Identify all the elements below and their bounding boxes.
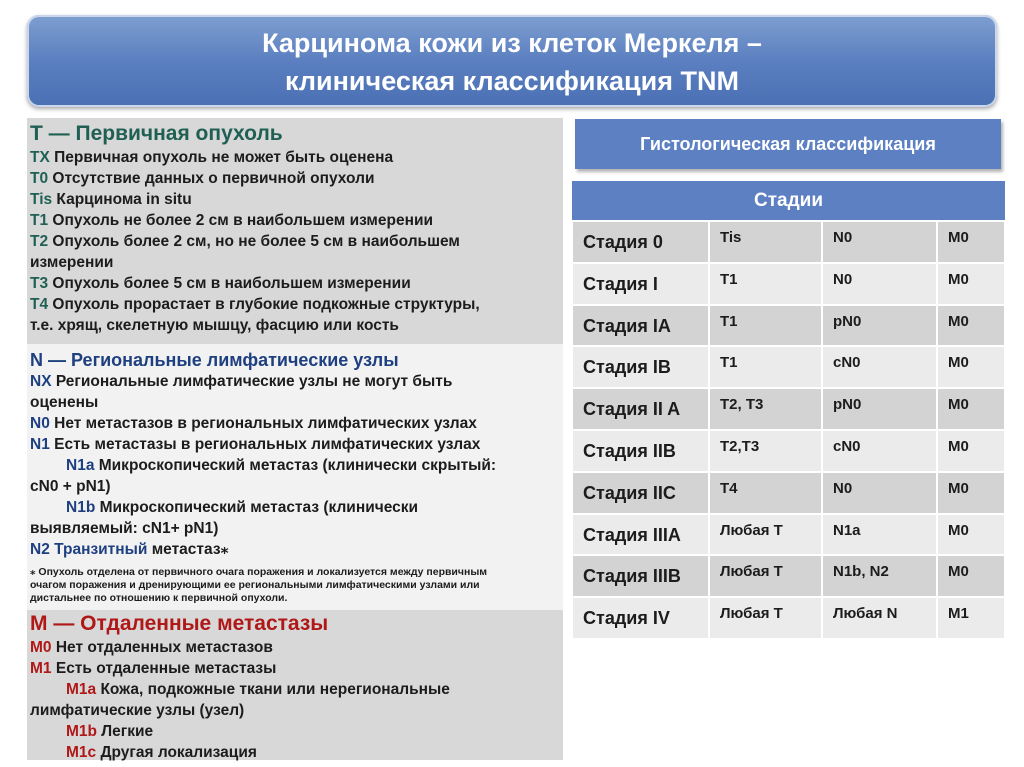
m-heading: M — Отдаленные метастазы bbox=[30, 612, 329, 635]
m-subitem: M1a Кожа, подкожные ткани или нерегиональные bbox=[66, 681, 450, 698]
table-row: Стадия IIIB Любая T N1b, N2 M0 bbox=[572, 555, 1005, 597]
table-row: Стадия IA T1 pN0 M0 bbox=[572, 305, 1005, 347]
m-item-cont: лимфатические узлы (узел) bbox=[30, 702, 245, 719]
n-item-cont: cN0 + pN1) bbox=[30, 478, 111, 495]
stages-table bbox=[571, 181, 1006, 640]
table-row: Стадия IB T1 cN0 M0 bbox=[572, 346, 1005, 388]
n-section bbox=[27, 344, 563, 610]
t-item: T4 Опухоль прорастает в глубокие подкожные структуры, bbox=[30, 296, 480, 313]
m-item: M0 Нет отдаленных метастазов bbox=[30, 639, 273, 656]
t-item: T1 Опухоль не более 2 см в наибольшем измерении bbox=[30, 212, 434, 229]
table-row: Стадия IIC T4 N0 M0 bbox=[572, 472, 1005, 514]
m-subitem: M1b Легкие bbox=[66, 723, 154, 740]
table-row: Стадия II A T2, T3 pN0 M0 bbox=[572, 388, 1005, 430]
t-item: TX Первичная опухоль не может быть оценена bbox=[30, 149, 394, 166]
n-item: N0 Нет метастазов в региональных лимфатических узлах bbox=[30, 415, 477, 432]
table-row: Стадия 0 Tis N0 M0 bbox=[572, 221, 1005, 263]
n-subitem: N1a Микроскопический метастаз (клинически скрытый: bbox=[66, 457, 497, 474]
n-heading: N — Региональные лимфатические узлы bbox=[30, 350, 399, 370]
table-row: Стадия IIIA Любая T N1a M0 bbox=[572, 514, 1005, 556]
n-item: NX Региональные лимфатические узлы не могут быть bbox=[30, 373, 453, 390]
table-row: Стадия IV Любая T Любая N M1 bbox=[572, 597, 1005, 639]
n-item-cont: выявляемый: cN1+ pN1) bbox=[30, 520, 219, 537]
n-item: N2 Транзитный метастаз⁎ bbox=[30, 541, 229, 558]
t-item: T3 Опухоль более 5 см в наибольшем измерении bbox=[30, 275, 411, 292]
t-section bbox=[27, 118, 563, 344]
title-line-1: Карцинома кожи из клеток Меркеля – bbox=[262, 28, 762, 58]
n-item: N1 Есть метастазы в региональных лимфатических узлах bbox=[30, 436, 481, 453]
slide-title bbox=[27, 15, 997, 107]
histology-classification-box: Гистологическая классификация bbox=[575, 119, 1001, 169]
m-section bbox=[27, 610, 563, 760]
t-item: T0 Отсутствие данных о первичной опухоли bbox=[30, 170, 375, 187]
t-item-cont: измерении bbox=[30, 254, 114, 271]
table-row: Стадия IIB T2,T3 cN0 M0 bbox=[572, 430, 1005, 472]
table-row: Стадия I T1 N0 M0 bbox=[572, 263, 1005, 305]
m-subitem: M1c Другая локализация bbox=[66, 744, 257, 761]
t-heading: T — Первичная опухоль bbox=[30, 122, 283, 145]
t-item-cont: т.е. хрящ, скелетную мышцу, фасцию или кость bbox=[30, 317, 399, 334]
m-item: M1 Есть отдаленные метастазы bbox=[30, 660, 277, 677]
stages-header: Стадии bbox=[572, 181, 1005, 221]
title-line-2: клиническая классификация TNM bbox=[285, 66, 739, 96]
footnote: ⁎ Опухоль отделена от первичного очага поражения и локализуется между первичным очагом поражения и дренирующими ее региональными лимфатическими узлами или дистальнее по отношению к первичной опухоли. bbox=[30, 566, 488, 604]
t-item: T2 Опухоль более 2 см, но не более 5 см в наибольшем bbox=[30, 233, 460, 250]
t-item: Tis Карцинома in situ bbox=[30, 191, 192, 208]
n-subitem: N1b Микроскопический метастаз (клинически bbox=[66, 499, 419, 516]
n-item-cont: оценены bbox=[30, 394, 99, 411]
